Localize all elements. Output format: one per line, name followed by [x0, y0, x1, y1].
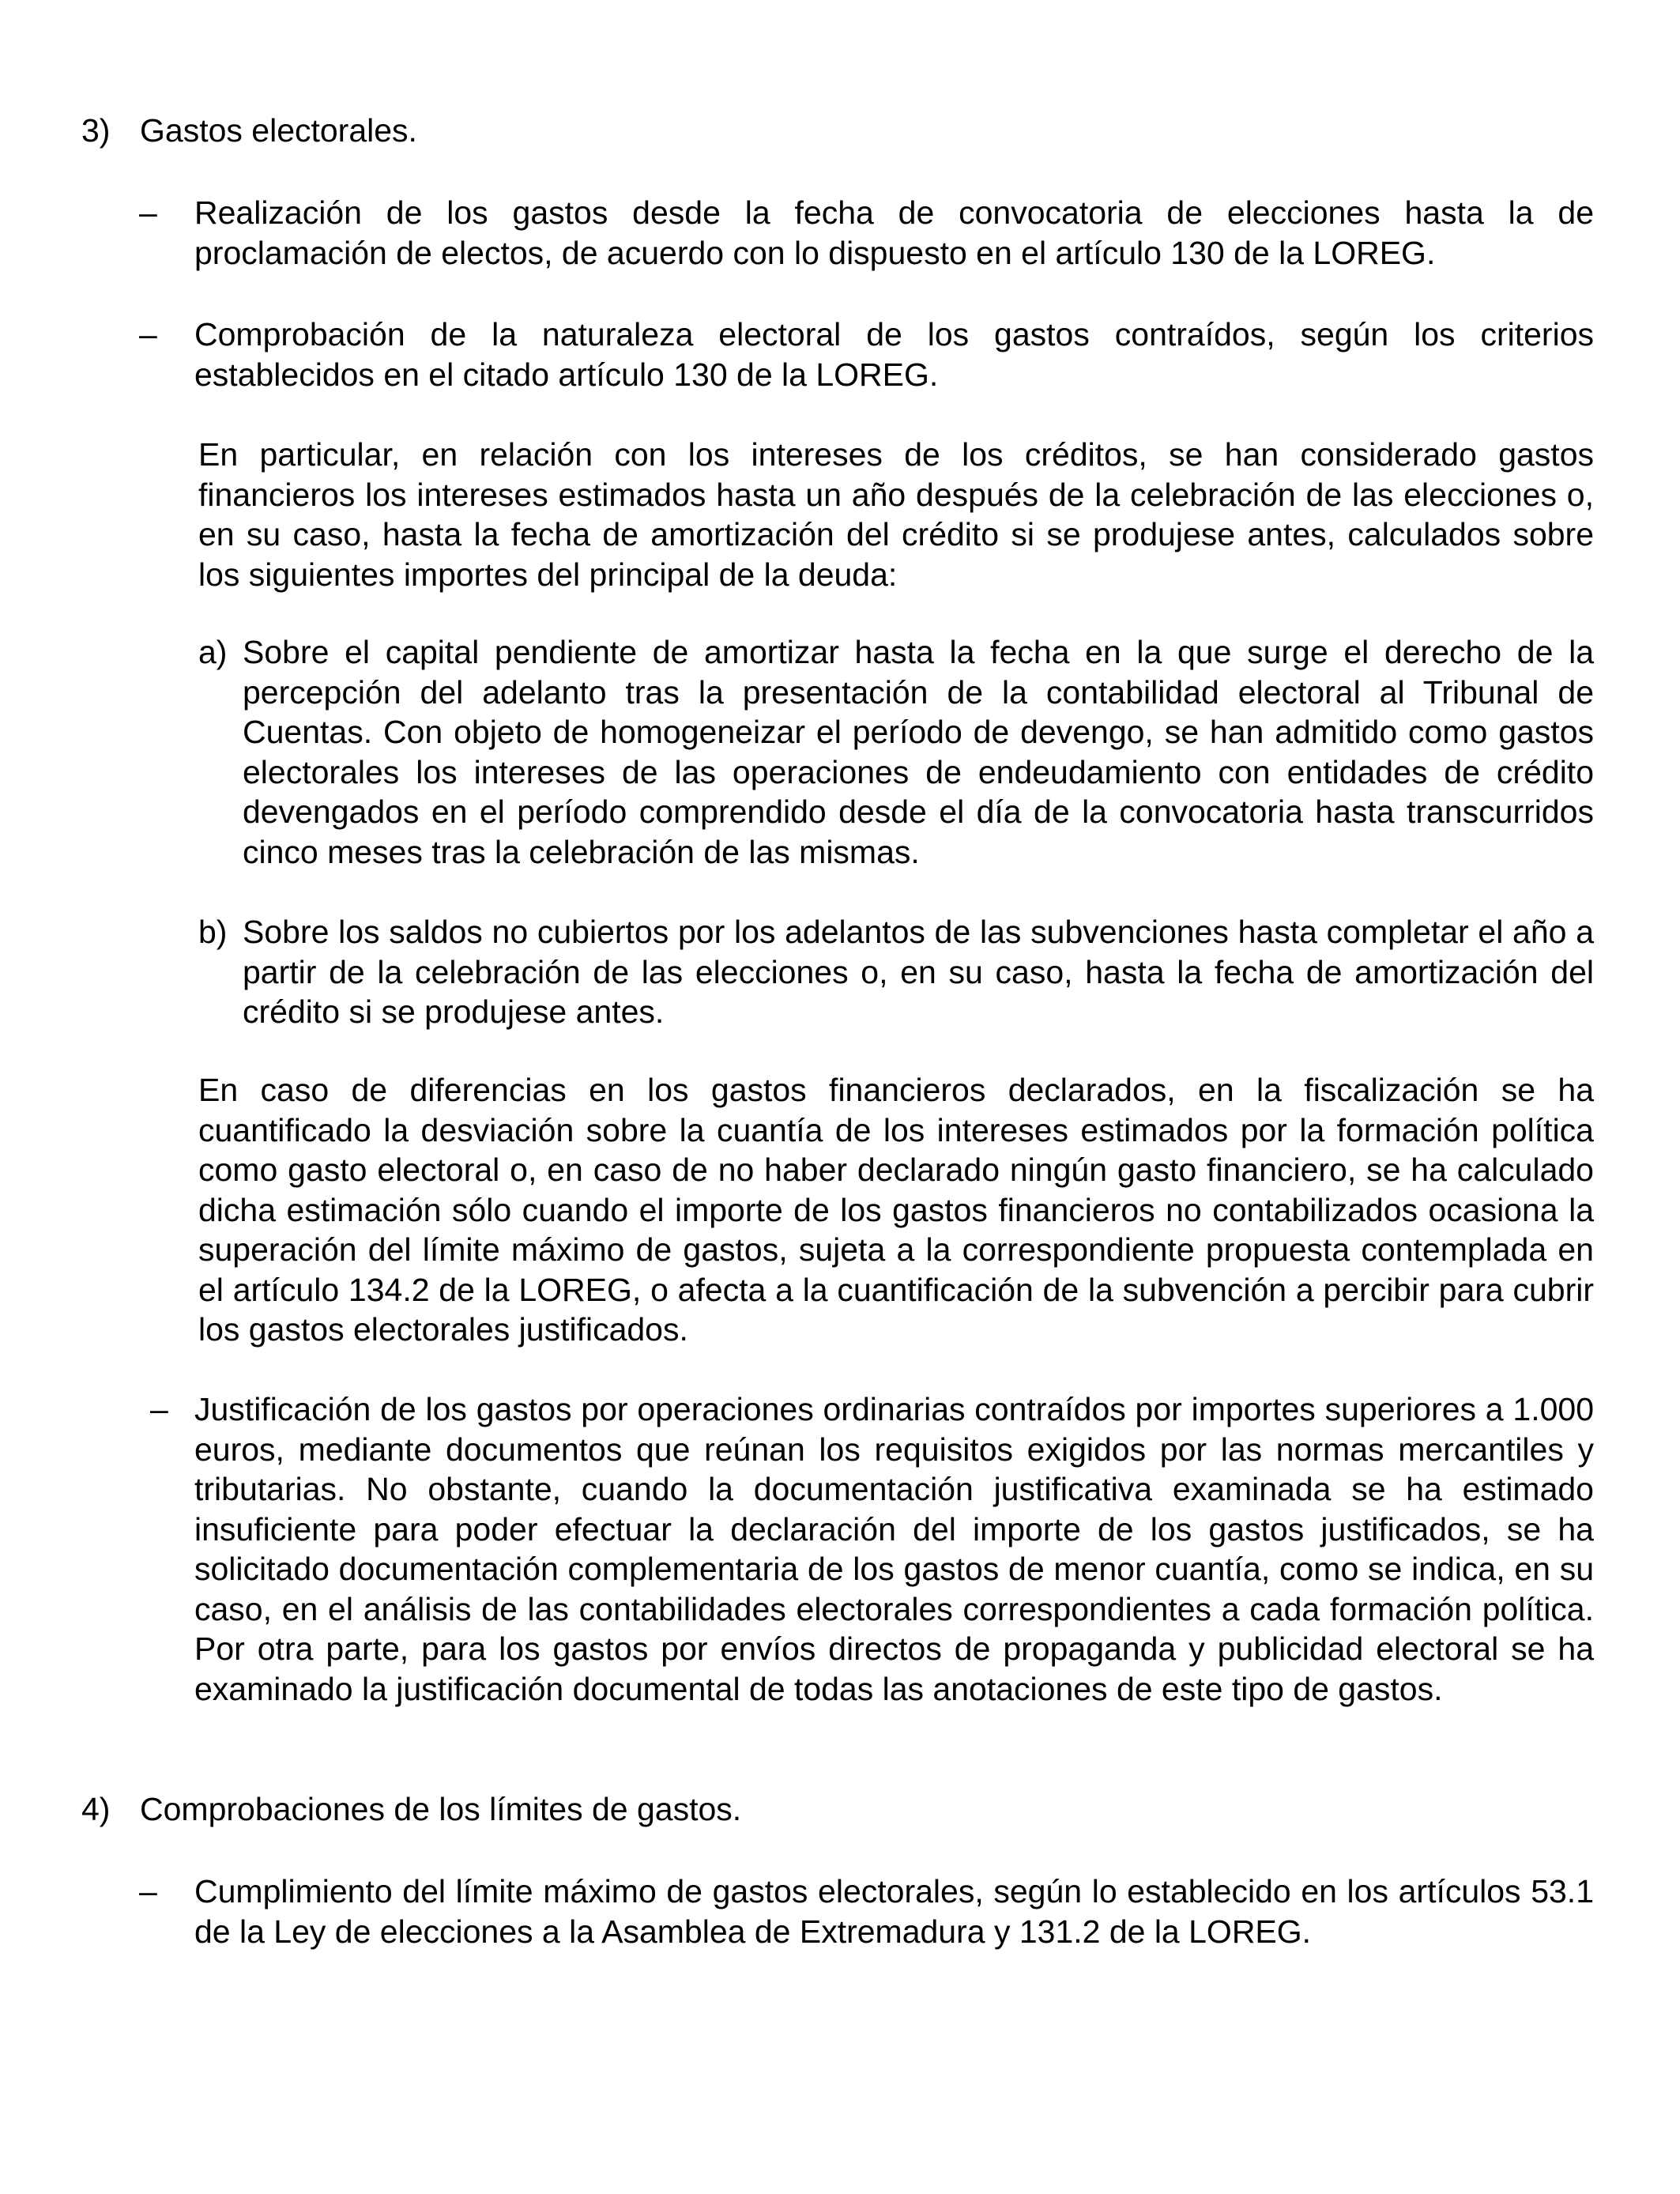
dash-bullet-icon: –: [139, 194, 157, 231]
section-3-paragraph-1: En particular, en relación con los intereses de los créditos, se han considerado gastos financieros los intereses estimados hasta un año después de la celebración de las elecciones o, en su caso, hasta la fecha de amortización del crédito si se produjese antes, calculados sobre los siguientes importes del principal de la deuda:: [198, 436, 1594, 593]
dash-bullet-icon: –: [150, 1391, 168, 1427]
section-3-number: 3): [81, 112, 111, 149]
section-4-title: Comprobaciones de los límites de gastos.: [140, 1791, 742, 1827]
section-3-paragraph-2: En caso de diferencias en los gastos financieros declarados, en la fiscalización se ha cuantificado la desviación sobre la cuantía de los intereses estimados por la formación política como gasto electoral o, en caso de no haber declarado ningún gasto financiero, se ha calculado dicha estimación sólo cuando el importe de los gastos financieros no contabilizados ocasiona la superación del límite máximo de gastos, sujeta a la correspondiente propuesta contemplada en el artículo 134.2 de la LOREG, o afecta a la cuantificación de la subvención a percibir para cubrir los gastos electorales justificados.: [198, 1072, 1594, 1348]
dash-bullet-icon: –: [139, 1873, 157, 1909]
section-3-bullet-1: Realización de los gastos desde la fecha de convocatoria de elecciones hasta la de proclamación de electos, de acuerdo con lo dispuesto en el artículo 130 de la LOREG.: [194, 194, 1594, 271]
subitem-b-text: Sobre los saldos no cubiertos por los adelantos de las subvenciones hasta completar el año a partir de la celebración de las elecciones o, en su caso, hasta la fecha de amortización del crédito si se produjese antes.: [243, 914, 1594, 1030]
section-3-bullet-2: Comprobación de la naturaleza electoral de los gastos contraídos, según los criterios establecidos en el citado artículo 130 de la LOREG.: [194, 316, 1594, 393]
subitem-a-label: a): [198, 634, 228, 670]
section-4-number: 4): [81, 1791, 111, 1827]
section-3-title: Gastos electorales.: [140, 112, 417, 149]
subitem-b-label: b): [198, 914, 228, 950]
dash-bullet-icon: –: [139, 316, 157, 352]
section-3-bullet-3: Justificación de los gastos por operaciones ordinarias contraídos por importes superiores a 1.000 euros, mediante documentos que reúnan los requisitos exigidos por las normas mercantiles y tributarias. No obstante, cuando la documentación justificativa examinada se ha estimado insuficiente para poder efectuar la declaración del importe de los gastos justificados, se ha solicitado documentación complementaria de los gastos de menor cuantía, como se indica, en su caso, en el análisis de las contabilidades electorales correspondientes a cada formación política. Por otra parte, para los gastos por envíos directos de propaganda y publicidad electoral se ha examinado la justificación documental de todas las anotaciones de este tipo de gastos.: [194, 1391, 1594, 1707]
subitem-a-text: Sobre el capital pendiente de amortizar hasta la fecha en la que surge el derecho de la percepción del adelanto tras la presentación de la contabilidad electoral al Tribunal de Cuentas. Con objeto de homogeneizar el período de devengo, se han admitido como gastos electorales los intereses de las operaciones de endeudamiento con entidades de crédito devengados en el período comprendido desde el día de la convocatoria hasta transcurridos cinco meses tras la celebración de las mismas.: [243, 634, 1594, 870]
section-4-bullet-1: Cumplimiento del límite máximo de gastos electorales, según lo establecido en los artículos 53.1 de la Ley de elecciones a la Asamblea de Extremadura y 131.2 de la LOREG.: [194, 1873, 1594, 1950]
